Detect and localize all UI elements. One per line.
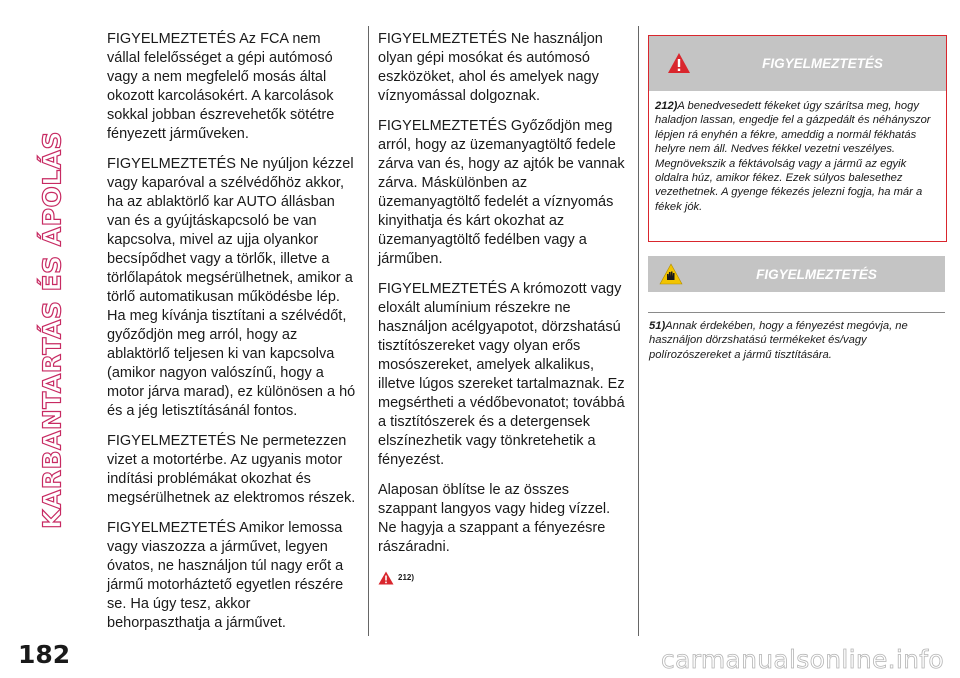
column-divider bbox=[368, 26, 369, 636]
paragraph: Alaposan öblítse le az összes szappant langyos vagy hideg vízzel. Ne hagyja a szappant a fényezésre rászáradni. bbox=[378, 482, 611, 555]
paragraph: FIGYELMEZTETÉS Ne használjon olyan gépi mosókat és autómosó eszközöket, ahol és amelyek nagy víznyomással dolgoznak. bbox=[378, 31, 603, 104]
paragraph: FIGYELMEZTETÉS Ne permetezzen vizet a motortérbe. Az ugyanis motor indítási problémákat okozhat és megsérülhetnek az elektromos részek. bbox=[107, 433, 356, 506]
caution-note bbox=[648, 313, 945, 368]
paragraph: FIGYELMEZTETÉS Győződjön meg arról, hogy az üzemanyagtöltő fedele zárva van és, hogy az ajtók be vannak zárva. Máskülönben az üzemanyagtöltő fedelét a víznyomás kinyithatja és kárt okozhat az üzemanyagtöltő fedélben vagy a járműben. bbox=[378, 118, 625, 267]
caution-hand-icon bbox=[659, 263, 683, 285]
note-text: Annak érdekében, hogy a fényezést megóvja, ne használjon dörzshatású termékeket és/vagy polírozószereket a jármű tisztítására. bbox=[649, 320, 908, 361]
column-divider bbox=[638, 26, 639, 636]
warning-triangle-icon bbox=[378, 571, 394, 585]
paragraph: FIGYELMEZTETÉS Az FCA nem vállal felelősséget a gépi autómosó vagy a nem megfelelő mosás által okozott karcolásokért. A karcolások sokkal jobban észrevehetők sötétre fényezett járműveken. bbox=[107, 31, 335, 142]
caution-box-header bbox=[648, 256, 945, 292]
note-text: A benedvesedett fékeket úgy szárítsa meg, hogy haladjon lassan, engedje fel a gázpedált és néhányszor lépjen rá enyhén a fékre, ameddig a normál fékhatás helyre nem áll. Nedves fékkel vezetni veszélyes. Megnövekszik a féktávolság vagy a jármű az egyik oldalra húz, amikor fékez. Ezek súlyos balesethez vezethetnek. A gyenge fékezés jelezni fogja, ha már a fékek jók. bbox=[655, 100, 931, 213]
warning-box-title: FIGYELMEZTETÉS bbox=[762, 56, 883, 71]
warning-reference[interactable] bbox=[378, 568, 628, 587]
warning-box-header bbox=[649, 36, 946, 91]
reference-number: 212) bbox=[398, 573, 415, 582]
page-number: 182 bbox=[18, 640, 71, 669]
section-side-title: KARBANTARTÁS ÉS ÁPOLÁS bbox=[37, 130, 67, 530]
warning-triangle-icon bbox=[667, 52, 691, 74]
warning-box bbox=[648, 35, 947, 242]
caution-box-title: FIGYELMEZTETÉS bbox=[756, 266, 877, 282]
text-column-2 bbox=[378, 30, 628, 587]
paragraph: FIGYELMEZTETÉS Amikor lemossa vagy viaszozza a járművet, legyen óvatos, ne használjon túl nagy erőt a jármű motorháztető egyetlen részére se. Ha úgy tesz, akkor behorpaszthatja a járművet. bbox=[107, 520, 344, 631]
paragraph: FIGYELMEZTETÉS Ne nyúljon kézzel vagy kaparóval a szélvédőhöz akkor, ha az ablaktörlő kar AUTO állásban van és a gyújtáskapcsoló be van kapcsolva, mivel az ujja olyankor becsípődhet vagy a törlők, illetve a törlőlapátok megsérülhetnek, amikor a törlő automatikusan működésbe lép. Ha meg kívánja tisztítani a szélvédőt, győződjön meg arról, hogy az ablaktörlő teljesen ki van kapcsolva (amikor nagyon valószínű, hogy a motor járva marad), ez különösen a hó és a jég letisztításánál fontos. bbox=[107, 156, 356, 419]
watermark: carmanualsonline.info bbox=[661, 645, 944, 674]
note-number: 51) bbox=[649, 320, 666, 332]
note-number: 212) bbox=[655, 100, 678, 112]
paragraph: FIGYELMEZTETÉS A krómozott vagy eloxált alumínium részekre ne használjon acélgyapotot, dörzshatású tisztítószereket vagy olyan erős mosószereket, amelyek alkalikus, illetve lúgos szereket tartalmaznak. Ez megsértheti a védőbevonatot; továbbá a tisztítószerek és a detergensek elszínezhetik vagy tönkretehetik a fényezést. bbox=[378, 281, 625, 468]
text-column-1 bbox=[107, 30, 357, 644]
warning-note bbox=[649, 91, 946, 222]
caution-box bbox=[648, 256, 945, 368]
